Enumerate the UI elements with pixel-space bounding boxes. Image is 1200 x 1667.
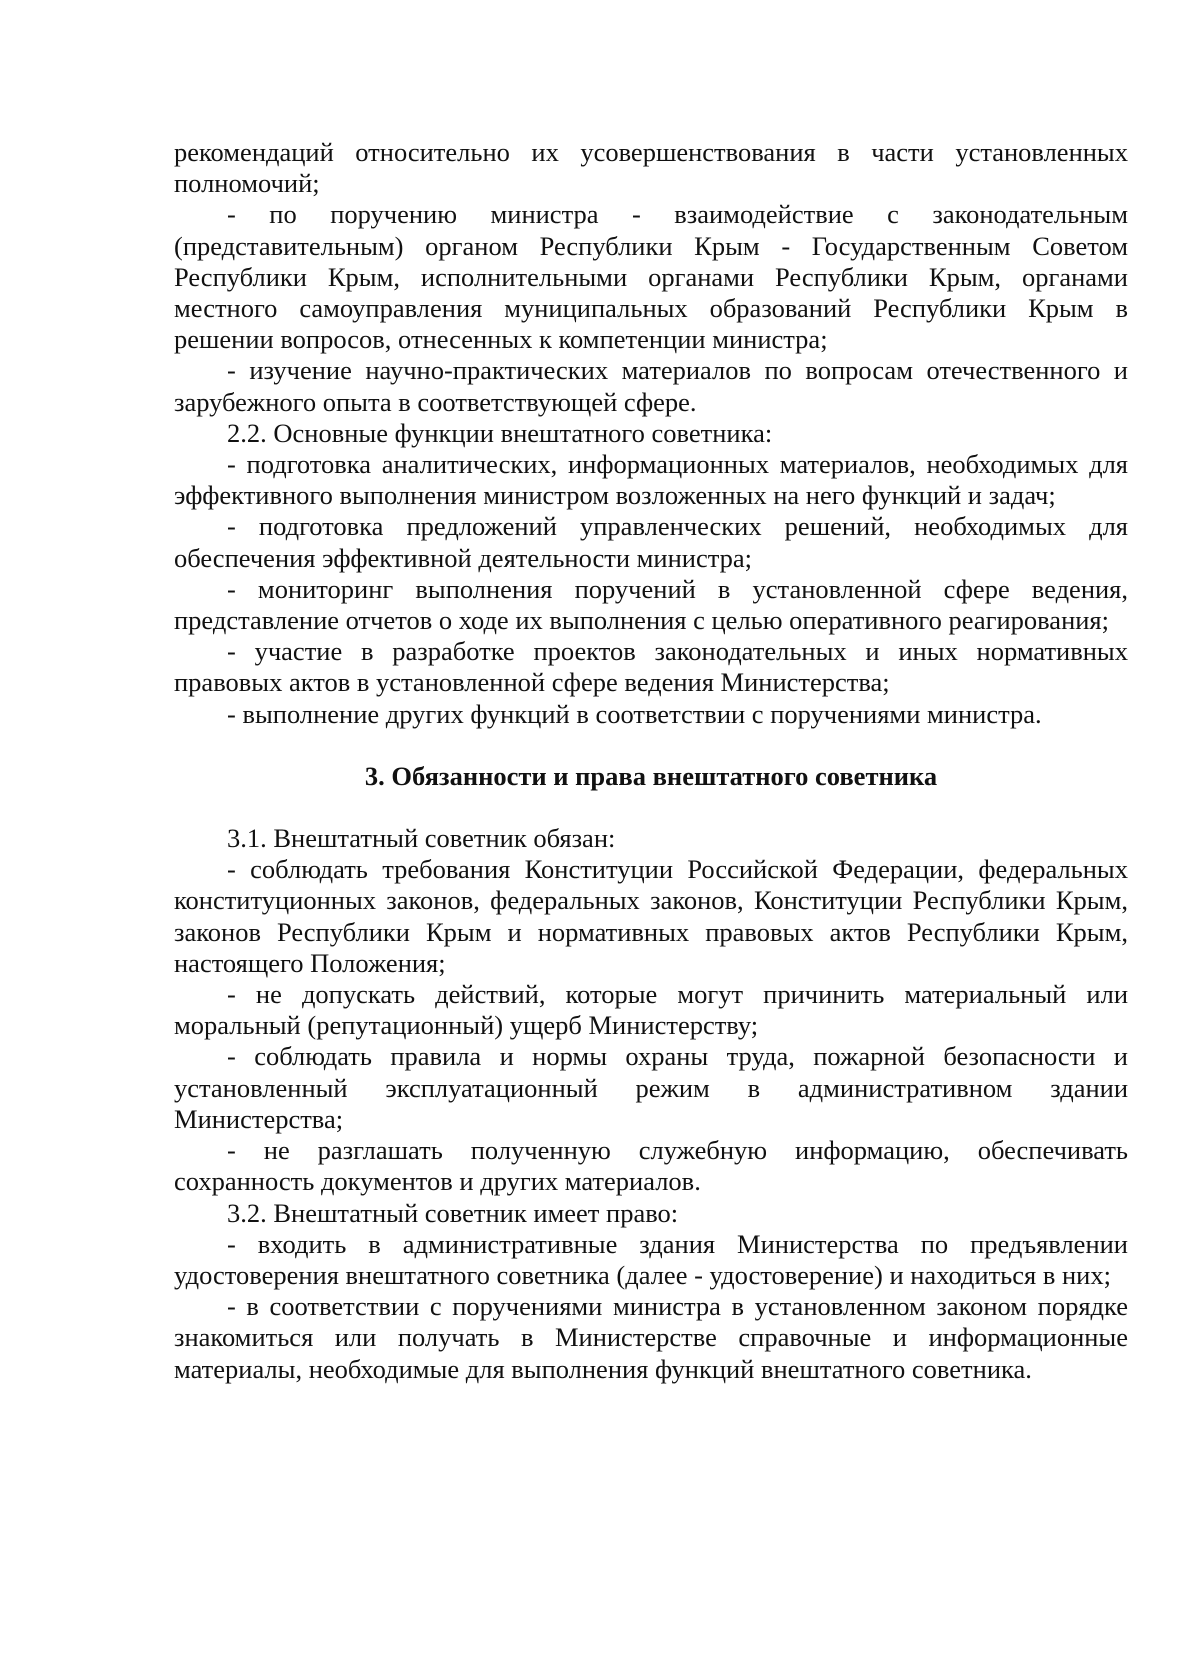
paragraph-confidentiality: - не разглашать полученную служебную информацию, обеспечивать сохранность документов и других материалов. — [174, 1135, 1128, 1197]
paragraph-2-2-heading: 2.2. Основные функции внештатного советника: — [227, 417, 773, 448]
paragraph-analytical-materials: - подготовка аналитических, информационных материалов, необходимых для эффективного выполнения министром возложенных на него функций и задач; — [174, 449, 1128, 511]
paragraph-no-damage: - не допускать действий, которые могут причинить материальный или моральный (репутационный) ущерб Министерству; — [174, 979, 1128, 1041]
paragraph-comply-laws: - соблюдать требования Конституции Российской Федерации, федеральных конституционных законов, федеральных законов, Конституции Республики Крым, законов Республики Крым и нормативных правовых актов Республики Крым, настоящего Положения; — [174, 854, 1128, 978]
paragraph-3-2-heading: 3.2. Внештатный советник имеет право: — [227, 1197, 679, 1228]
paragraph-interaction: - по поручению министра - взаимодействие с законодательным (представительным) органом Республики Крым - Государственным Советом Республики Крым, исполнительными органами Республики Крым, органами местного самоуправления муниципальных образований Республики Крым в решении вопросов, отнесенных к компетенции министра; — [174, 199, 1128, 355]
paragraph-monitoring: - мониторинг выполнения поручений в установленной сфере ведения, представление отчетов о ходе их выполнения с целью оперативного реагирования; — [174, 573, 1128, 636]
paragraph-draft-acts: - участие в разработке проектов законодательных и иных нормативных правовых актов в установленной сфере ведения Министерства; — [174, 636, 1128, 698]
paragraph-building-access: - входить в административные здания Министерства по предъявлении удостоверения внештатного советника (далее - удостоверение) и находиться в них; — [174, 1228, 1128, 1290]
paragraph-receive-materials: - в соответствии с поручениями министра в установленном законом порядке знакомиться или получать в Министерстве справочные и информационные материалы, необходимые для выполнения функций внештатного советника. — [174, 1291, 1128, 1384]
paragraph-safety-rules: - соблюдать правила и нормы охраны труда, пожарной безопасности и установленный эксплуатационный режим в административном здании Министерства; — [174, 1041, 1128, 1134]
paragraph-study-materials: - изучение научно-практических материалов по вопросам отечественного и зарубежного опыта в соответствующей сфере. — [174, 355, 1128, 417]
document-body — [174, 137, 1128, 1385]
section-heading: 3. Обязанности и права внештатного советника — [364, 760, 938, 791]
paragraph-3-1-heading: 3.1. Внештатный советник обязан: — [227, 823, 616, 854]
paragraph-continuation: рекомендаций относительно их усовершенствования в части установленных полномочий; — [174, 137, 1128, 199]
paragraph-management-proposals: - подготовка предложений управленческих решений, необходимых для обеспечения эффективной деятельности министра; — [174, 511, 1128, 573]
paragraph-other-functions: - выполнение других функций в соответствии с поручениями министра. — [227, 698, 1042, 729]
